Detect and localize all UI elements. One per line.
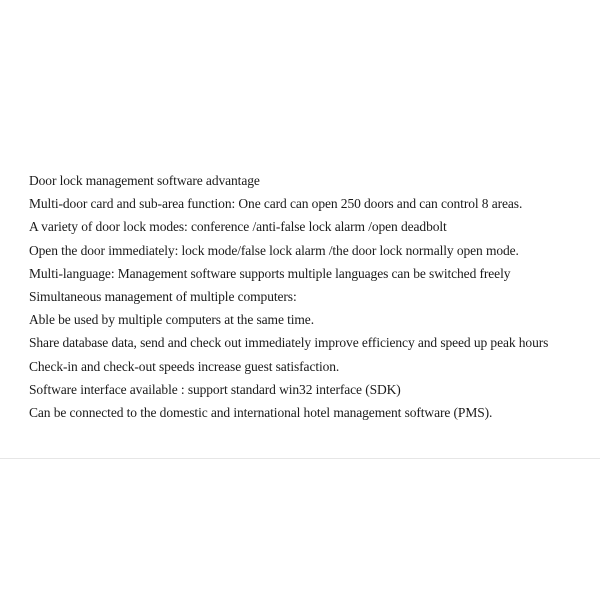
text-line: Simultaneous management of multiple computers: [29, 289, 297, 305]
feature-text-block [29, 169, 594, 424]
text-line: Multi-language: Management software supports multiple languages can be switched freely [29, 265, 511, 281]
text-line: Can be connected to the domestic and international hotel management software (PMS). [29, 405, 493, 421]
text-line: Open the door immediately: lock mode/false lock alarm /the door lock normally open mode. [29, 242, 519, 258]
text-line: Software interface available : support standard win32 interface (SDK) [29, 381, 401, 397]
text-line: Multi-door card and sub-area function: One card can open 250 doors and can control 8 areas. [29, 196, 523, 212]
text-line: Able be used by multiple computers at the same time. [29, 312, 314, 328]
text-line: Share database data, send and check out immediately improve efficiency and speed up peak hours [29, 335, 549, 351]
text-line: A variety of door lock modes: conference /anti-false lock alarm /open deadbolt [29, 219, 447, 235]
text-line: Check-in and check-out speeds increase guest satisfaction. [29, 358, 340, 374]
heading-line: Door lock management software advantage [29, 173, 260, 188]
